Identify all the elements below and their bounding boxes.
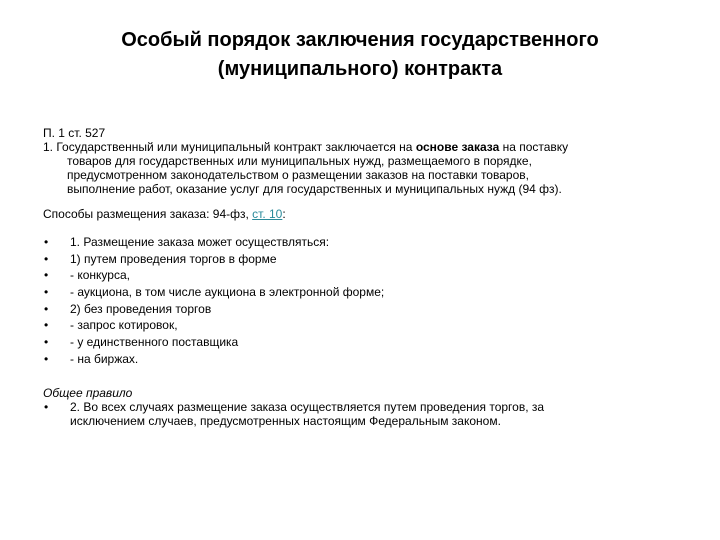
list-item	[43, 302, 683, 319]
bullet-icon: •	[44, 285, 49, 300]
list-item	[43, 318, 683, 335]
general-rule-line-2: исключением случаев, предусмотренных настоящим Федеральным законом.	[70, 413, 501, 428]
article-reference: П. 1 ст. 527	[43, 126, 106, 140]
list-item	[43, 335, 683, 352]
contract-paragraph-line-2: товаров для государственных или муниципальных нужд, размещаемого в порядке,	[67, 154, 532, 168]
contract-paragraph-lead: 1. Государственный или муниципальный контракт заключается на	[43, 140, 416, 154]
article-10-link[interactable]: ст. 10	[252, 207, 283, 221]
list-item-text: 1) путем проведения торгов в форме	[70, 251, 277, 266]
contract-paragraph-bold: основе заказа	[415, 140, 500, 154]
bullet-icon: •	[44, 335, 49, 350]
slide-title	[40, 26, 680, 84]
contract-paragraph-line-3: предусмотренном законодательством о размещении заказов на поставки товаров,	[67, 168, 529, 182]
slide-title-line-1: Особый порядок заключения государственного	[121, 29, 599, 51]
list-item	[43, 252, 683, 269]
bullet-icon: •	[44, 235, 49, 249]
list-item-text: - на биржах.	[70, 351, 139, 366]
list-item	[43, 285, 683, 302]
slide-content	[43, 126, 683, 428]
list-item-text: 2) без проведения торгов	[70, 301, 212, 316]
order-methods-suffix: :	[282, 207, 286, 221]
order-methods-prefix: Способы размещения заказа: 94-фз,	[43, 207, 253, 221]
contract-paragraph-line-1	[43, 140, 683, 154]
list-item-text: - запрос котировок,	[70, 318, 178, 333]
bullet-icon: •	[44, 268, 49, 283]
contract-paragraph-rest: на поставку	[499, 140, 569, 154]
contract-paragraph	[43, 140, 683, 196]
list-item	[43, 268, 683, 285]
list-item-text: 1. Размещение заказа может осуществляться:	[70, 235, 330, 249]
bullet-icon: •	[44, 301, 49, 316]
bullet-icon: •	[44, 399, 49, 414]
list-item-text: - конкурса,	[70, 268, 130, 283]
bullet-icon: •	[44, 351, 49, 366]
order-methods-list	[43, 235, 683, 369]
general-rule-item	[43, 400, 683, 428]
list-item-text: - у единственного поставщика	[70, 335, 239, 350]
general-rule-line-1: 2. Во всех случаях размещение заказа осуществляется путем проведения торгов, за	[70, 399, 545, 414]
order-methods-line	[43, 207, 683, 221]
contract-paragraph-line-4: выполнение работ, оказание услуг для государственных и муниципальных нужд (94 фз).	[67, 182, 562, 196]
list-item	[43, 352, 683, 369]
list-item-text: - аукциона, в том числе аукциона в электронной форме;	[70, 285, 385, 300]
general-rule-heading: Общее правило	[43, 385, 133, 400]
slide-title-line-2: (муниципального) контракта	[217, 58, 503, 80]
list-item	[43, 235, 683, 252]
bullet-icon: •	[44, 318, 49, 333]
bullet-icon: •	[44, 251, 49, 266]
